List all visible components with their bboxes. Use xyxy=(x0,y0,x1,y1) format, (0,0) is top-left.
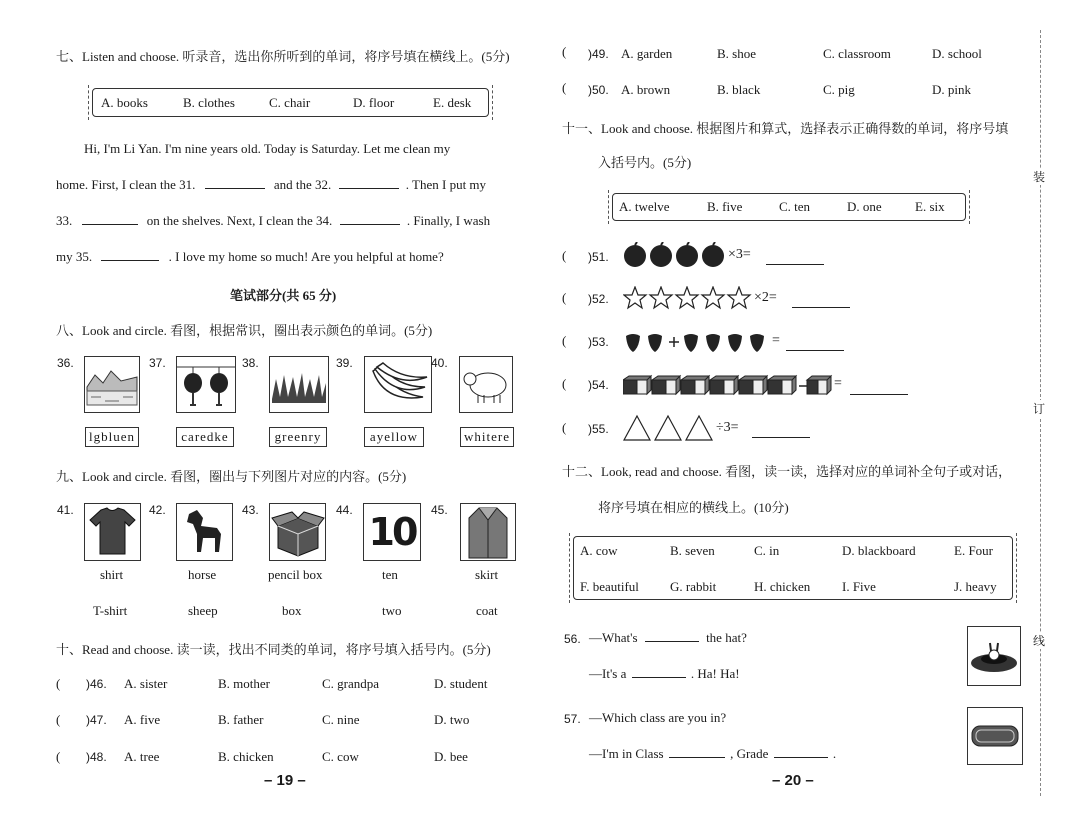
page-number: – 19 – xyxy=(264,772,306,789)
question-number: )48. xyxy=(86,750,107,764)
answer-paren[interactable]: ( xyxy=(562,80,567,95)
question-text: —What's xyxy=(589,630,638,645)
option: C. chair xyxy=(269,94,311,110)
answer-paren[interactable]: ( xyxy=(562,376,567,391)
section-11-options xyxy=(612,193,966,221)
section-8-title: 八、Look and circle. 看图，根据常识，圈出表示颜色的单词。(5分) xyxy=(56,323,433,338)
choice: A. tree xyxy=(124,749,160,764)
option: B. clothes xyxy=(183,94,235,110)
horse-picture xyxy=(176,503,233,561)
question-text: —Which class are you in? xyxy=(589,710,727,725)
question-56-line-2 xyxy=(589,666,740,682)
section-12-options xyxy=(573,536,1013,600)
page-number: – 20 – xyxy=(772,772,814,789)
choice-word[interactable]: horse xyxy=(188,567,217,582)
answer-blank-32[interactable] xyxy=(339,187,399,189)
question-number: 40. xyxy=(431,356,448,370)
choice: A. garden xyxy=(621,46,673,61)
answer-paren[interactable]: ( xyxy=(56,712,61,727)
question-number: 41. xyxy=(57,503,74,517)
choice-word[interactable]: pencil box xyxy=(268,567,323,582)
choice: D. two xyxy=(434,712,470,727)
color-word-box[interactable]: lgbluen xyxy=(85,427,139,447)
binding-char: 装 xyxy=(1033,170,1046,184)
color-word-box[interactable]: whitere xyxy=(460,427,514,447)
binding-char: 订 xyxy=(1033,402,1046,416)
answer-blank-51[interactable] xyxy=(766,263,824,265)
passage-text: . Finally, I wash xyxy=(406,213,491,228)
question-number: )51. xyxy=(588,250,609,264)
question-number: 42. xyxy=(149,503,166,517)
answer-blank-57a[interactable] xyxy=(669,756,725,758)
choice: D. pink xyxy=(932,82,971,97)
question-number: )46. xyxy=(86,677,107,691)
answer-blank-56b[interactable] xyxy=(632,676,686,678)
answer-blank-55[interactable] xyxy=(752,436,810,438)
question-text: . Ha! Ha! xyxy=(690,666,740,681)
color-word-box[interactable]: greenry xyxy=(269,427,327,447)
passage-text: . I love my home so much! Are you helpful at home? xyxy=(168,249,444,264)
answer-paren[interactable]: ( xyxy=(562,44,567,59)
passage-line-2 xyxy=(56,177,486,193)
question-text: , Grade xyxy=(730,746,769,761)
answer-blank-52[interactable] xyxy=(792,306,850,308)
choice: B. mother xyxy=(218,676,270,691)
math-expression: = xyxy=(772,333,780,348)
option: I. Five xyxy=(842,579,876,594)
choice: B. shoe xyxy=(717,46,756,61)
choice-word[interactable]: shirt xyxy=(100,567,124,582)
passage-text: on the shelves. Next, I clean the 34. xyxy=(146,213,333,228)
section-12-title-cont: 将序号填在相应的横线上。(10分) xyxy=(598,500,789,515)
question-number: 43. xyxy=(242,503,259,517)
choice: A. five xyxy=(124,712,161,727)
passage-text: home. First, I clean the 31. xyxy=(56,177,196,192)
answer-blank-34[interactable] xyxy=(340,223,400,225)
passage-text: and the 32. xyxy=(273,177,332,192)
written-part-heading: 笔试部分(共 65 分) xyxy=(230,288,337,303)
lake-picture xyxy=(84,356,140,413)
question-number: 38. xyxy=(242,356,259,370)
question-57-line-2 xyxy=(589,746,836,762)
math-expression: ÷3= xyxy=(716,420,739,435)
math-expression: ×2= xyxy=(754,290,777,305)
answer-blank-56a[interactable] xyxy=(645,640,699,642)
option: A. cow xyxy=(580,543,618,558)
lanterns-picture xyxy=(176,356,236,413)
answer-paren[interactable]: ( xyxy=(562,248,567,263)
tshirt-picture xyxy=(84,503,141,561)
answer-blank-31[interactable] xyxy=(205,187,265,189)
binding-char: 线 xyxy=(1033,634,1046,648)
option: E. desk xyxy=(433,94,472,110)
question-56-line-1 xyxy=(589,630,747,646)
section-7-title: 七、Listen and choose. 听录音，选出你所听到的单词，将序号填在横线上。(5分) xyxy=(56,49,510,64)
sheep-picture xyxy=(459,356,513,413)
option: C. in xyxy=(754,543,780,558)
passage-text: 33. xyxy=(56,213,73,228)
question-text: the hat? xyxy=(706,630,747,645)
option: G. rabbit xyxy=(670,579,717,594)
choice: C. grandpa xyxy=(322,676,380,691)
option: E. Four xyxy=(954,543,993,558)
passage-text: . Then I put my xyxy=(405,177,487,192)
question-number: 56. xyxy=(564,632,581,646)
choice: C. nine xyxy=(322,712,360,727)
option: D. blackboard xyxy=(842,543,916,558)
grass-picture xyxy=(269,356,329,413)
choice-word[interactable]: coat xyxy=(476,603,498,618)
class-sign-picture xyxy=(967,707,1023,765)
rabbit-in-hat-picture xyxy=(967,626,1021,686)
option: J. heavy xyxy=(954,579,997,594)
answer-paren[interactable]: ( xyxy=(562,290,567,305)
choice: C. cow xyxy=(322,749,359,764)
option: F. beautiful xyxy=(580,579,639,594)
question-number: )47. xyxy=(86,713,107,727)
passage-text: my 35. xyxy=(56,249,93,264)
question-number: 57. xyxy=(564,712,581,726)
choice-word[interactable]: sheep xyxy=(188,603,218,618)
number-ten-text: 10 xyxy=(368,510,416,554)
choice-word[interactable]: ten xyxy=(382,567,398,582)
passage-line-4 xyxy=(56,249,444,265)
apples-picture xyxy=(623,242,727,272)
section-10-title: 十、Read and choose. 读一读，找出不同类的单词，将序号填入括号内。(5分) xyxy=(56,642,491,657)
answer-blank-54[interactable] xyxy=(850,393,908,395)
choice: C. classroom xyxy=(823,46,891,61)
question-number: )55. xyxy=(588,422,609,436)
question-number: )49. xyxy=(588,47,609,61)
stars-picture xyxy=(623,286,753,314)
question-number: 37. xyxy=(149,356,166,370)
choice: B. father xyxy=(218,712,264,727)
choice-word[interactable]: skirt xyxy=(475,567,499,582)
section-12-title: 十二、Look, read and choose. 看图，读一读，选择对应的单词补全句子或对话， xyxy=(562,464,1012,479)
question-number: 36. xyxy=(57,356,74,370)
section-9-title: 九、Look and circle. 看图，圈出与下列图片对应的内容。(5分) xyxy=(56,469,407,484)
option: E. six xyxy=(915,199,945,214)
option: D. one xyxy=(847,199,882,214)
math-expression: = xyxy=(834,376,842,391)
question-number: 45. xyxy=(431,503,448,517)
option: B. five xyxy=(707,199,743,214)
choice-word[interactable]: two xyxy=(382,603,402,618)
choice: A. sister xyxy=(124,676,168,691)
question-number: 44. xyxy=(336,503,353,517)
option: A. twelve xyxy=(619,199,670,214)
choice-word[interactable]: box xyxy=(282,603,302,618)
choice: A. brown xyxy=(621,82,671,97)
passage-line-1: Hi, I'm Li Yan. I'm nine years old. Today is Saturday. Let me clean my xyxy=(84,141,451,156)
number-ten-picture xyxy=(363,503,421,561)
erasers-picture xyxy=(623,374,833,400)
bananas-picture xyxy=(364,356,432,413)
coat-picture xyxy=(460,503,516,561)
question-text: —It's a xyxy=(589,666,627,681)
question-text: —I'm in Class xyxy=(589,746,664,761)
option: B. seven xyxy=(670,543,715,558)
question-number: )52. xyxy=(588,292,609,306)
question-text: . xyxy=(832,746,837,761)
option: D. floor xyxy=(353,94,395,110)
section-11-title: 十一、Look and choose. 根据图片和算式，选择表示正确得数的单词，将序号填 xyxy=(562,121,1009,136)
question-number: )50. xyxy=(588,83,609,97)
choice: C. pig xyxy=(823,82,855,97)
choice: B. chicken xyxy=(218,749,274,764)
color-word-box[interactable]: ayellow xyxy=(364,427,424,447)
answer-paren[interactable]: ( xyxy=(56,676,61,691)
choice: D. student xyxy=(434,676,488,691)
answer-blank-33[interactable] xyxy=(82,223,138,225)
section-7-options xyxy=(92,88,489,117)
answer-blank-57b[interactable] xyxy=(774,756,828,758)
strawberries-picture xyxy=(623,330,773,358)
section-11-title-cont: 入括号内。(5分) xyxy=(598,155,692,170)
question-number: )53. xyxy=(588,335,609,349)
box-picture xyxy=(269,503,326,561)
answer-blank-53[interactable] xyxy=(786,349,844,351)
choice: D. bee xyxy=(434,749,468,764)
option: H. chicken xyxy=(754,579,811,594)
question-number: )54. xyxy=(588,378,609,392)
choice-word[interactable]: T-shirt xyxy=(93,603,128,618)
answer-blank-35[interactable] xyxy=(101,259,159,261)
option: C. ten xyxy=(779,199,811,214)
option: A. books xyxy=(101,94,148,110)
answer-paren[interactable]: ( xyxy=(562,333,567,348)
color-word-box[interactable]: caredke xyxy=(176,427,234,447)
answer-paren[interactable]: ( xyxy=(56,749,61,764)
passage-line-3 xyxy=(56,213,490,229)
triangles-picture xyxy=(623,414,715,446)
choice: D. school xyxy=(932,46,982,61)
choice: B. black xyxy=(717,82,761,97)
answer-paren[interactable]: ( xyxy=(562,420,567,435)
question-number: 39. xyxy=(336,356,353,370)
math-expression: ×3= xyxy=(728,247,751,262)
